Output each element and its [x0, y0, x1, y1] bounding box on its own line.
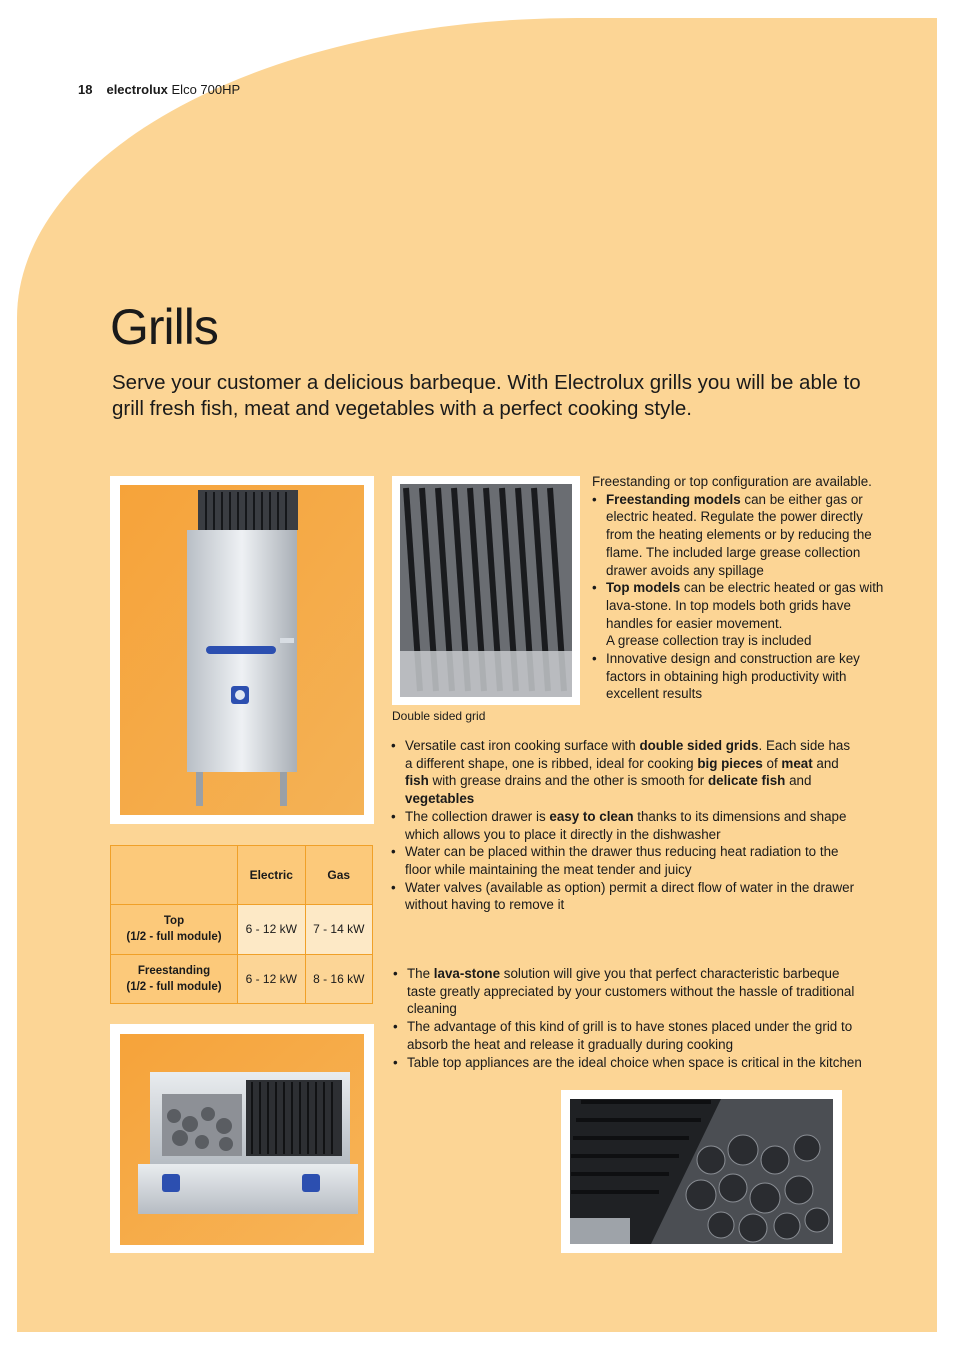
list-item: • Innovative design and construction are key factors in obtaining high productivity with excellent results: [592, 650, 892, 703]
configuration-text: [592, 473, 892, 703]
table-row: [111, 905, 373, 955]
configuration-lead: Freestanding or top configuration are available.: [592, 474, 872, 489]
list-item: • The collection drawer is easy to clean thanks to its dimensions and shape which allows you to place it directly in the dishwasher: [391, 808, 856, 843]
col-header-electric: Electric: [238, 846, 306, 905]
page-number: 18: [78, 82, 93, 97]
cell-freestanding-gas: 8 - 16 kW: [305, 954, 373, 1004]
lava-stone-photo: [561, 1090, 842, 1253]
page-title: Grills: [110, 299, 218, 355]
list-item: • Water valves (available as option) permit a direct flow of water in the drawer without having to remove it: [391, 879, 856, 914]
double-sided-grid-image: [392, 476, 580, 705]
list-item: • Freestanding models can be either gas or electric heated. Regulate the power directly from the heating elements or by reducing the flame. The included large grease collection drawer avoids any spillage: [592, 491, 892, 580]
cell-freestanding-electric: 6 - 12 kW: [238, 954, 306, 1004]
list-item: • The advantage of this kind of grill is to have stones placed under the grid to absorb the heat and release it gradually during cooking: [393, 1018, 868, 1053]
cell-top-gas: 7 - 14 kW: [305, 905, 373, 955]
table-row: [111, 954, 373, 1004]
tabletop-grill-photo: [110, 1024, 374, 1253]
freestanding-grill-image: [110, 476, 374, 824]
row-header-top: Top (1/2 - full module): [111, 905, 238, 955]
list-item: • Versatile cast iron cooking surface with double sided grids. Each side has a different shape, one is ribbed, ideal for cooking big pieces of meat and fish with grease drains and the other is smooth for delicate fish and vegetables: [391, 737, 856, 808]
double-sided-grid-photo: [392, 476, 580, 705]
power-spec-table: [110, 845, 373, 1004]
brand-name: electrolux: [106, 82, 168, 97]
lava-stone-image: [561, 1090, 842, 1253]
freestanding-grill-photo: [110, 476, 374, 824]
grid-features-list: [391, 737, 856, 914]
lava-stone-text: [393, 965, 868, 1071]
list-item: • Top models can be electric heated or gas with lava-stone. In top models both grids have handles for easier movement. A grease collection tray is included: [592, 579, 892, 650]
list-item: • The lava-stone solution will give you that perfect characteristic barbeque taste greatly appreciated by your customers without the hassle of traditional cleaning: [393, 965, 868, 1018]
row-header-freestanding: Freestanding (1/2 - full module): [111, 954, 238, 1004]
page-header: [78, 82, 240, 97]
photo-caption: Double sided grid: [392, 709, 486, 723]
configuration-list: [592, 491, 892, 703]
intro-text: Serve your customer a delicious barbeque. With Electrolux grills you will be able to grill fresh fish, meat and vegetables with a perfect cooking style.: [112, 371, 861, 420]
tabletop-grill-image: [110, 1024, 374, 1253]
grid-features-text: [391, 737, 856, 914]
product-name: Elco 700HP: [171, 82, 241, 97]
lava-stone-list: [393, 965, 868, 1071]
list-item: • Water can be placed within the drawer thus reducing heat radiation to the floor while maintaining the meat tender and juicy: [391, 843, 856, 878]
list-item: • Table top appliances are the ideal choice when space is critical in the kitchen: [393, 1054, 868, 1072]
table-corner: [111, 846, 238, 905]
col-header-gas: Gas: [305, 846, 373, 905]
cell-top-electric: 6 - 12 kW: [238, 905, 306, 955]
